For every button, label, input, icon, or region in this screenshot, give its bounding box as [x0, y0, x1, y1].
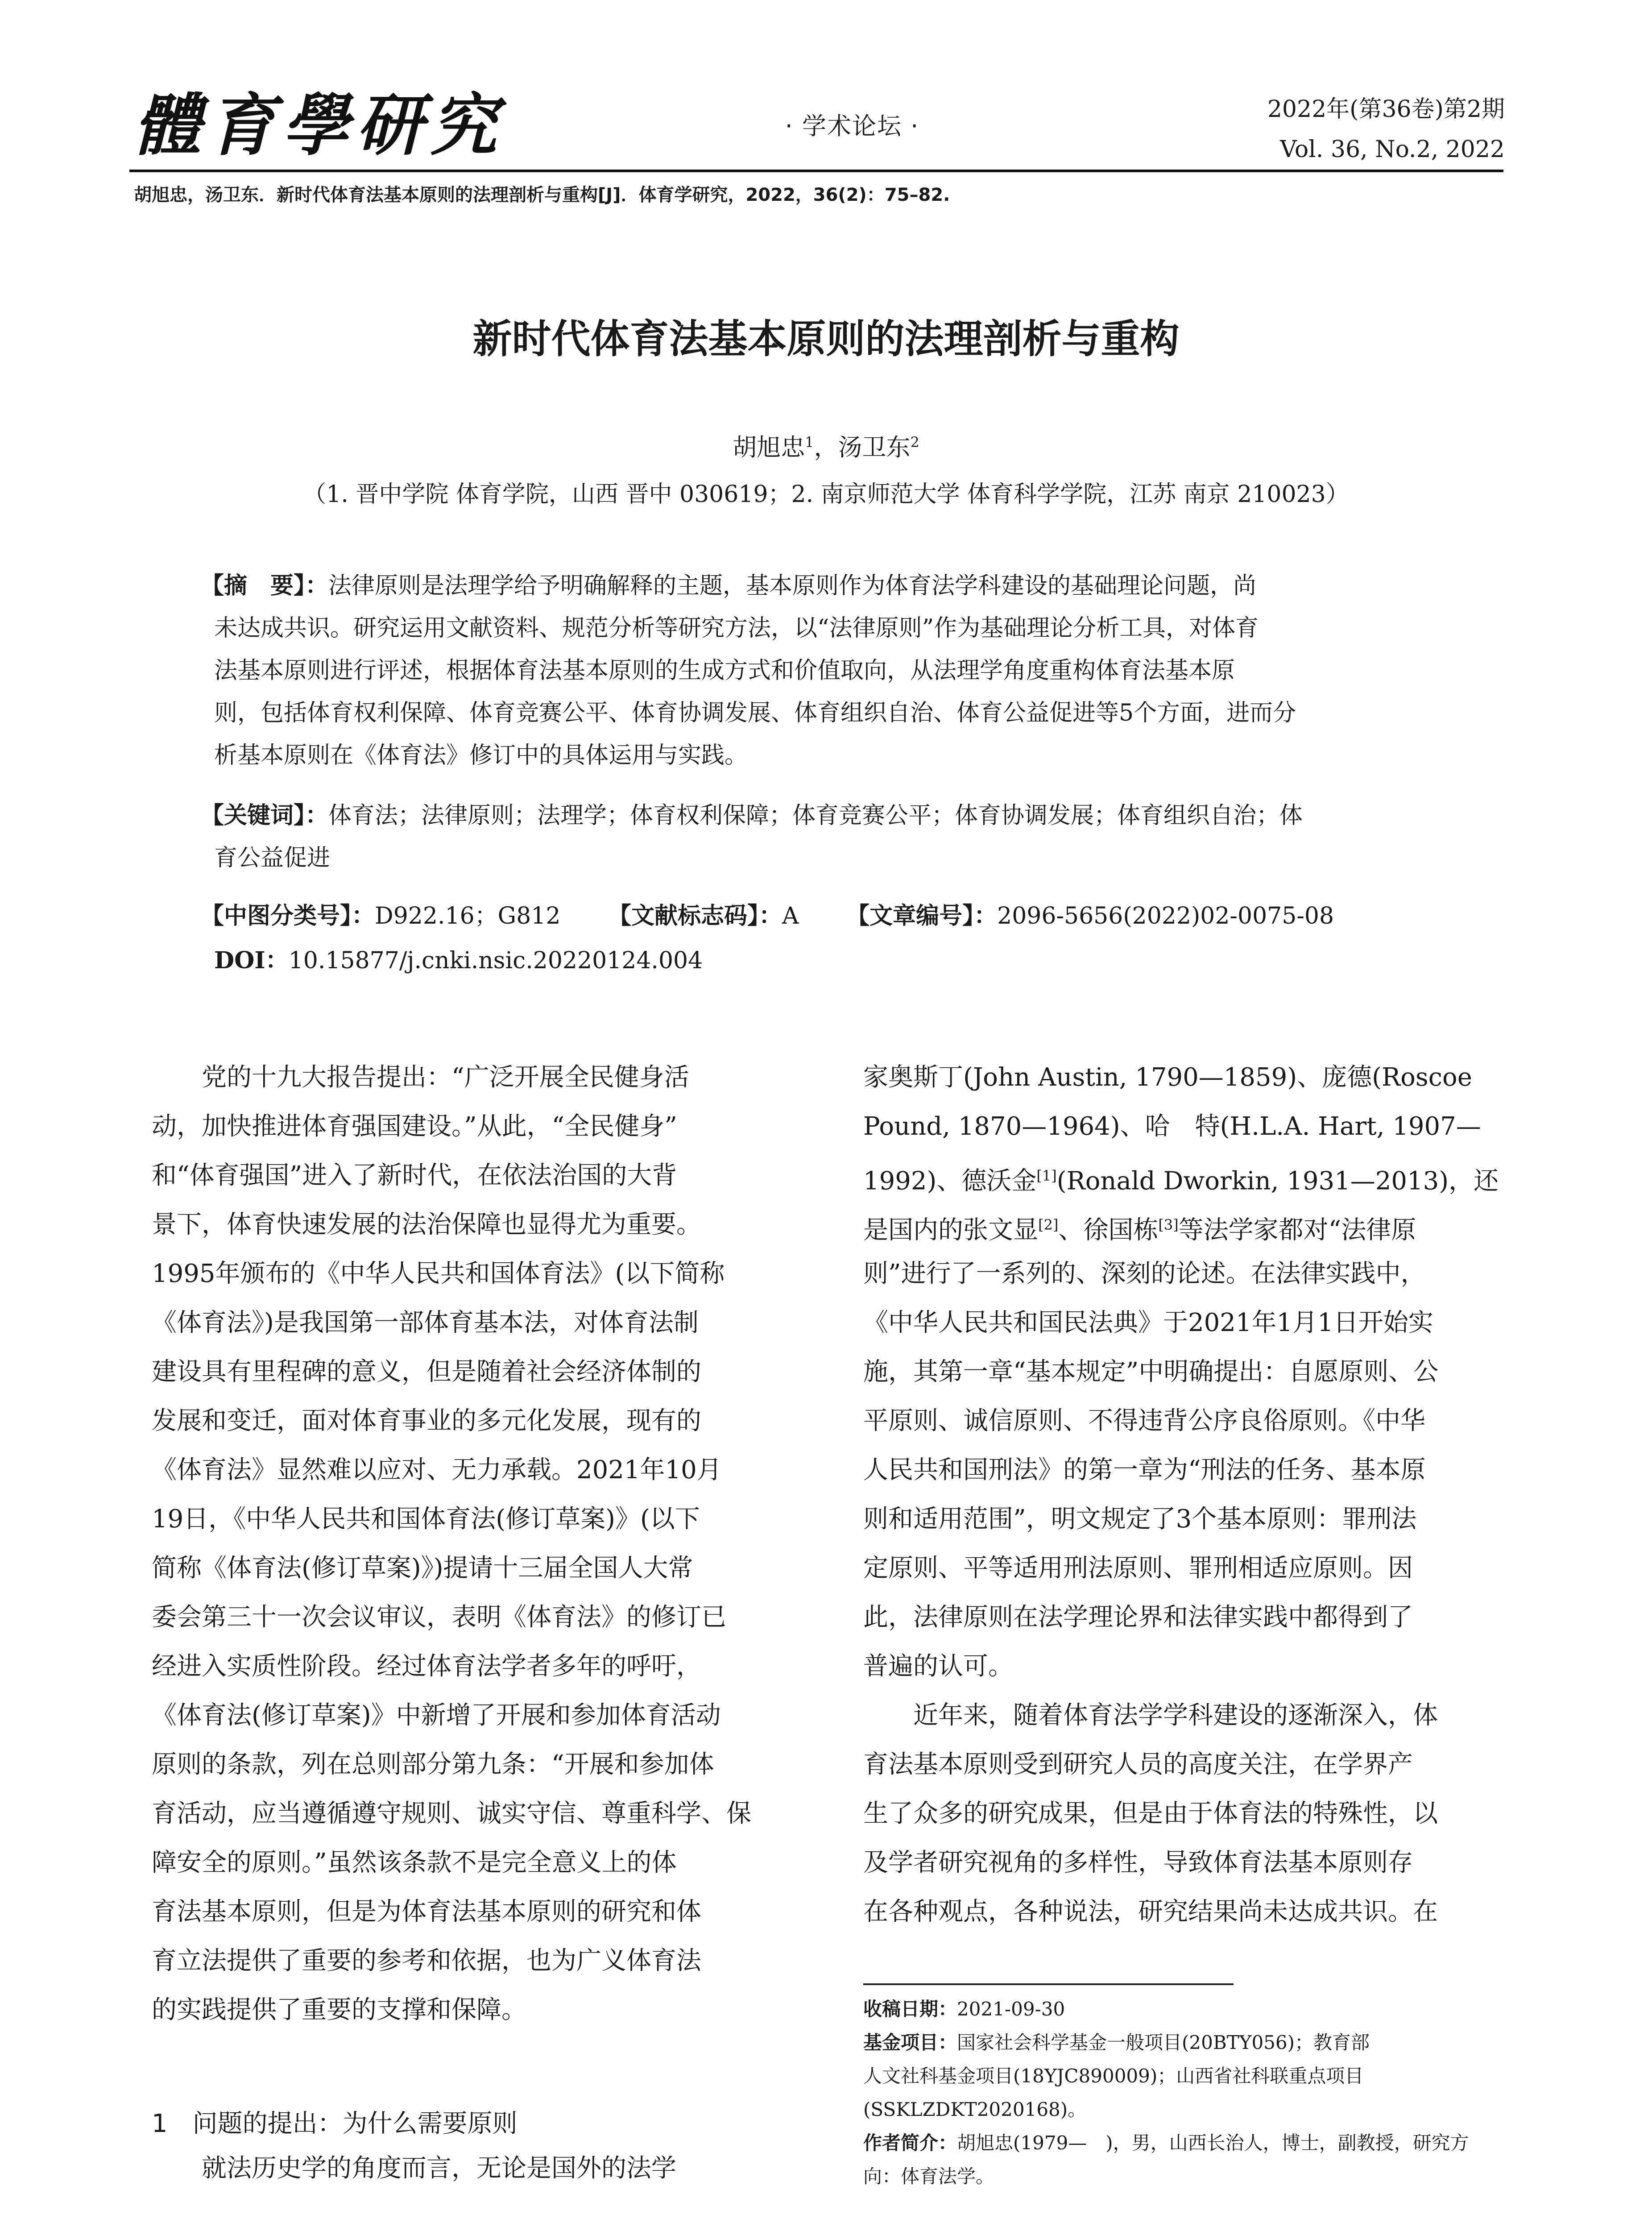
body-line: 《体育法》)是我国第一部体育基本法，对体育法制 — [152, 1308, 699, 1337]
body-line: 生了众多的研究成果，但是由于体育法的特殊性，以 — [863, 1799, 1438, 1828]
abstract-text: 法律原则是法理学给予明确解释的主题，基本原则作为体育法学科建设的基础理论问题，尚 — [328, 572, 1257, 599]
body-text: 等法学家都对“法律原 — [1178, 1215, 1416, 1245]
journal-logo: 體育學研究 — [134, 86, 505, 165]
body-line: 发展和变迁，面对体育事业的多元化发展，现有的 — [152, 1406, 701, 1435]
affiliation-mark: 1 — [805, 434, 814, 451]
footnote-author — [863, 2131, 1469, 2156]
body-line: 建设具有里程碑的意义，但是随着社会经济体制的 — [152, 1357, 701, 1386]
author-line — [0, 428, 1652, 463]
section-label: · 学术论坛 · — [785, 112, 919, 140]
issue-cn: 2022年(第36卷)第2期 — [1267, 96, 1505, 123]
abstract-line: 法基本原则进行评述，根据体育法基本原则的生成方式和价值取向，从法理学角度重构体育法基本原 — [214, 657, 1235, 684]
abstract-line: 则，包括体育权利保障、体育竞赛公平、体育协调发展、体育组织自治、体育公益促进等5个方面，进而分 — [214, 700, 1296, 726]
body-line: 《体育法(修订草案)》中新增了开展和参加体育活动 — [152, 1701, 721, 1730]
paper-title: 新时代体育法基本原则的法理剖析与重构 — [472, 316, 1180, 362]
author-separator: ， — [814, 433, 838, 461]
fund-label: 基金项目： — [863, 2032, 957, 2053]
keywords-label: 【关键词】： — [201, 802, 329, 829]
issue-info — [1267, 89, 1505, 170]
header-rule — [129, 170, 1503, 172]
body-line: Pound, 1870—1964)、哈 特(H.L.A. Hart, 1907— — [863, 1112, 1481, 1141]
body-line: 景下，体育快速发展的法治保障也显得尤为重要。 — [152, 1210, 701, 1239]
abstract-label: 【摘 要】： — [201, 572, 329, 599]
footnote-fund: (SSKLZDKT2020168)。 — [863, 2098, 1087, 2120]
doc-code-value: A — [782, 903, 799, 929]
body-line: 定原则、平等适用刑法原则、罪刑相适应原则。因 — [863, 1554, 1413, 1583]
body-text: 1992)、德沃金 — [863, 1166, 1037, 1196]
body-line: 《中华人民共和国民法典》于2021年1月1日开始实 — [863, 1308, 1433, 1337]
reference-mark[interactable]: [1] — [1036, 1167, 1057, 1184]
body-line: 党的十九大报告提出：“广泛开展全民健身活 — [202, 1063, 689, 1092]
body-line: 委会第三十一次会议审议，表明《体育法》的修订已 — [152, 1603, 726, 1632]
author-name: 汤卫东 — [838, 433, 911, 461]
body-line: 的实践提供了重要的支撑和保障。 — [152, 1995, 526, 2024]
body-line: 育立法提供了重要的参考和依据，也为广义体育法 — [152, 1946, 701, 1975]
received-label: 收稿日期： — [863, 1998, 957, 2020]
clc-label: 【中图分类号】： — [201, 903, 375, 929]
footnote-received — [863, 1997, 1065, 2022]
body-line: 育法基本原则受到研究人员的高度关注，在学界产 — [863, 1750, 1413, 1779]
body-line: 和“体育强国”进入了新时代，在依法治国的大背 — [152, 1161, 677, 1190]
issue-en: Vol. 36, No.2, 2022 — [1280, 136, 1505, 163]
article-no-label: 【文章编号】： — [846, 903, 998, 929]
body-line: 19日，《中华人民共和国体育法(修订草案)》(以下 — [152, 1505, 700, 1534]
body-line: 《体育法》显然难以应对、无力承载。2021年10月 — [152, 1456, 722, 1485]
body-line: 及学者研究视角的多样性，导致体育法基本原则存 — [863, 1848, 1413, 1877]
doi-label: DOI： — [214, 947, 289, 974]
keywords-text: 体育法；法律原则；法理学；体育权利保障；体育竞赛公平；体育协调发展；体育组织自治；体 — [328, 802, 1303, 829]
doi-line — [214, 941, 703, 975]
body-line: 育法基本原则，但是为体育法基本原则的研究和体 — [152, 1897, 701, 1926]
section-heading: 1 问题的提出：为什么需要原则 — [152, 2109, 518, 2138]
citation-line: 胡旭忠，汤卫东．新时代体育法基本原则的法理剖析与重构[J]．体育学研究，2022，36(2)：75–82. — [134, 185, 950, 205]
body-line: 障安全的原则。”虽然该条款不是完全意义上的体 — [152, 1848, 677, 1877]
author-bio-text: 胡旭忠(1979— )，男，山西长治人，博士，副教授，研究方 — [957, 2132, 1469, 2154]
body-line: 原则的条款，列在总则部分第九条：“开展和参加体 — [152, 1750, 714, 1779]
body-line: 施，其第一章“基本规定”中明确提出：自愿原则、公 — [863, 1357, 1439, 1386]
body-line: 人民共和国刑法》的第一章为“刑法的任务、基本原 — [863, 1456, 1426, 1485]
body-line: 动，加快推进体育强国建设。”从此，“全民健身” — [152, 1112, 677, 1141]
body-text: 是国内的张文显 — [863, 1215, 1038, 1245]
body-line: 平原则、诚信原则、不得违背公序良俗原则。《中华 — [863, 1406, 1425, 1435]
footnote-fund: 人文社科基金项目(18YJC890009)；山西省社科联重点项目 — [863, 2065, 1364, 2087]
doi-value: 10.15877/j.cnki.nsic.20220124.004 — [288, 947, 703, 974]
keywords-line: 育公益促进 — [214, 845, 331, 871]
reference-mark[interactable]: [3] — [1158, 1216, 1179, 1233]
body-line: 就法历史学的角度而言，无论是国外的法学 — [202, 2154, 676, 2183]
reference-mark[interactable]: [2] — [1038, 1216, 1059, 1233]
footnote-fund — [863, 2030, 1370, 2055]
clc-value: D922.16；G812 — [375, 903, 561, 929]
body-line: 近年来，随着体育法学学科建设的逐渐深入，体 — [913, 1701, 1438, 1730]
body-line: 家奥斯丁(John Austin, 1790—1859)、庞德(Roscoe — [863, 1063, 1472, 1092]
author-bio-label: 作者简介： — [863, 2132, 957, 2154]
article-no-value: 2096-5656(2022)02-0075-08 — [997, 903, 1334, 929]
body-line: 则”进行了一系列的、深刻的论述。在法律实践中， — [863, 1259, 1426, 1288]
body-line — [863, 1209, 1416, 1246]
fund-text: 国家社会科学基金一般项目(20BTY056)；教育部 — [957, 2032, 1370, 2053]
received-value: 2021-09-30 — [957, 1998, 1065, 2020]
doc-code-label: 【文献标志码】： — [608, 903, 782, 929]
body-line: 此，法律原则在法学理论界和法律实践中都得到了 — [863, 1603, 1413, 1632]
body-text: 、徐国栋 — [1058, 1215, 1159, 1245]
body-text: (Ronald Dworkin, 1931—2013)，还 — [1056, 1166, 1499, 1196]
keywords-line — [201, 801, 1303, 830]
footnote-author: 向：体育法学。 — [863, 2165, 995, 2187]
body-line: 1995年颁布的《中华人民共和国体育法》(以下简称 — [152, 1259, 725, 1288]
affiliation-mark: 2 — [910, 434, 919, 451]
body-line — [863, 1160, 1499, 1197]
abstract-line — [201, 571, 1256, 601]
affiliation: （1. 晋中学院 体育学院，山西 晋中 030619；2. 南京师范大学 体育科学学院，江苏 南京 210023） — [303, 481, 1349, 508]
body-line: 简称《体育法(修订草案)》)提请十三届全国人大常 — [152, 1554, 693, 1583]
author-name: 胡旭忠 — [733, 433, 805, 461]
body-line: 普遍的认可。 — [863, 1652, 1013, 1681]
body-line: 则和适用范围”，明文规定了3个基本原则：罪刑法 — [863, 1505, 1417, 1534]
classification-line — [201, 897, 1334, 930]
body-line: 经进入实质性阶段。经过体育法学者多年的呼吁， — [152, 1652, 701, 1681]
abstract-line: 未达成共识。研究运用文献资料、规范分析等研究方法，以“法律原则”作为基础理论分析工具，对体育 — [214, 615, 1259, 642]
abstract-line: 析基本原则在《体育法》修订中的具体运用与实践。 — [214, 742, 748, 769]
body-line: 育活动，应当遵循遵守规则、诚实守信、尊重科学、保 — [152, 1799, 751, 1828]
body-line: 在各种观点，各种说法，研究结果尚未达成共识。在 — [863, 1897, 1438, 1926]
footnote-rule — [863, 1983, 1234, 1985]
